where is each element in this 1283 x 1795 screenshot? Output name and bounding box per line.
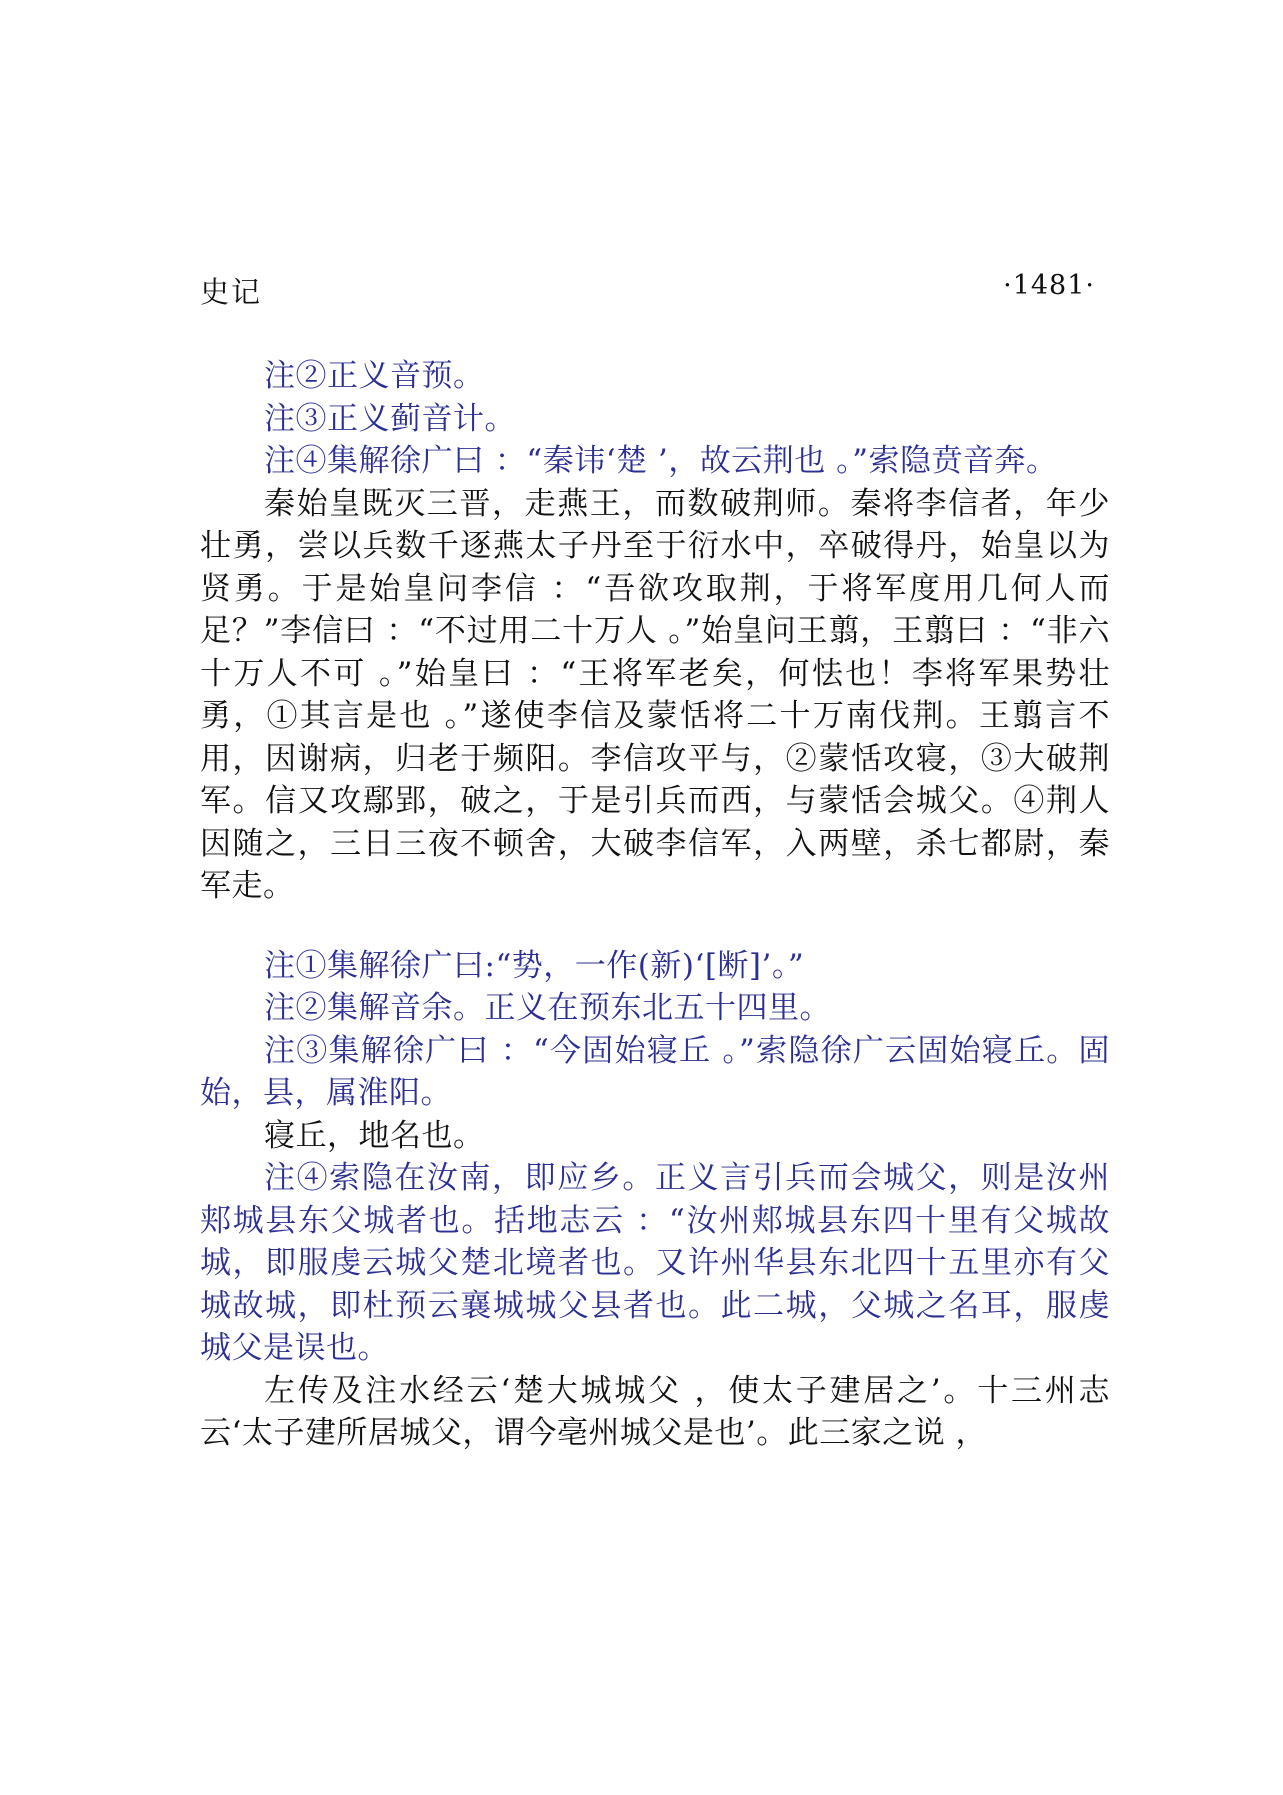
annotation-paragraph: 注①集解徐广曰:“势，一作(新)‘[断]’。” (264, 947, 805, 984)
annotation-paragraph: 注④索隐在汝南，即应乡。正义言引兵而会城父，则是汝州郏城县东父城者也。括地志云 ：“汝州郏城县东四十里有父城故城，即服虔云城父楚北境者也。又许州华县东北四十五里亦有父城故城，即杜预云襄城城父县者也。此二城，父城之名耳，服虔城父是误也。 (200, 1160, 1110, 1366)
annotation-paragraph: 注④集解徐广曰 ：“秦讳‘楚 ’，故云荆也 。”索隐贲音奔。 (264, 443, 1058, 479)
page-header (200, 270, 1095, 310)
annotation-paragraph: 注③正义蓟音计。 (264, 400, 516, 437)
main-text-paragraph: 左传及注水经云‘楚大城城父 ，使太子建居之’。十三州志云‘太子建所居城父，谓今亳州城父是也’。此三家之说 ， (200, 1372, 1110, 1451)
page-number: ·1481· (1003, 270, 1095, 301)
main-text-paragraph: 秦始皇既灭三晋，走燕王，而数破荆师。秦将李信者，年少壮勇，尝以兵数千逐燕太子丹至于衍水中，卒破得丹，始皇以为贤勇。于是始皇问李信 ：“吾欲攻取荆，于将军度用几何人而足？”李信曰 ：“不过用二十万人 。”始皇问王翦，王翦曰 ：“非六十万人不可 。”始皇曰 ：“王将军老矣，何怯也！李将军果势壮勇，①其言是也 。”遂使李信及蒙恬将二十万南伐荆。王翦言不用，因谢病，归老于频阳。李信攻平与，②蒙恬攻寝，③大破荆军。信又攻鄢郢，破之，于是引兵而西，与蒙恬会城父。④荆人因随之，三日三夜不顿舍，大破李信军，入两壁，杀七都尉，秦军走。 (200, 485, 1110, 904)
main-text-paragraph: 寝丘，地名也。 (264, 1117, 485, 1154)
section-gap (200, 908, 1110, 945)
annotation-paragraph: 注③集解徐广曰 ：“今固始寝丘 。”索隐徐广云固始寝丘。固始，县，属淮阳。 (200, 1032, 1110, 1111)
annotation-paragraph: 注②集解音余。正义在预东北五十四里。 (264, 990, 831, 1026)
page-body (200, 355, 1110, 1455)
book-title: 史记 (200, 275, 263, 309)
annotation-paragraph: 注②正义音预。 (264, 358, 485, 394)
